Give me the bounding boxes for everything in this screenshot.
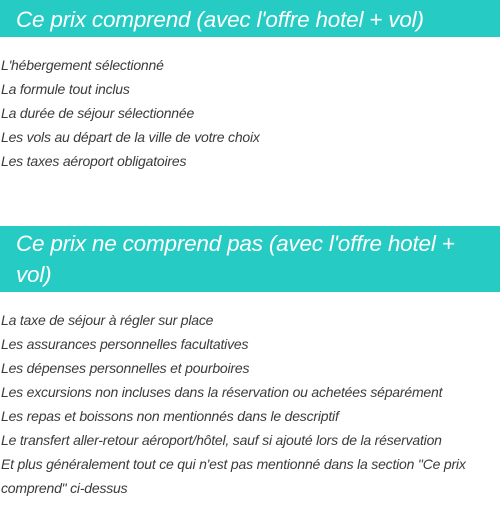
price-includes-list xyxy=(0,53,500,173)
list-item: La taxe de séjour à régler sur place xyxy=(1,312,214,328)
price-excludes-section xyxy=(0,226,500,500)
list-item: Les taxes aéroport obligatoires xyxy=(1,153,187,169)
list-item: L'hébergement sélectionné xyxy=(1,57,164,73)
list-item: Le transfert aller-retour aéroport/hôtel, sauf si ajouté lors de la réservation xyxy=(1,432,442,448)
list-item: Les assurances personnelles facultatives xyxy=(1,336,249,352)
list-item: Les repas et boissons non mentionnés dans le descriptif xyxy=(1,408,339,424)
list-item: Les dépenses personnelles et pourboires xyxy=(1,360,250,376)
list-item: La formule tout inclus xyxy=(1,81,130,97)
list-item: Les excursions non incluses dans la réservation ou achetées séparément xyxy=(1,384,443,400)
list-item: La durée de séjour sélectionnée xyxy=(1,105,195,121)
price-excludes-list xyxy=(0,308,500,500)
price-includes-title: Ce prix comprend (avec l'offre hotel + vol) xyxy=(0,0,500,37)
price-excludes-title: Ce prix ne comprend pas (avec l'offre hotel + vol) xyxy=(0,226,500,292)
list-item: Les vols au départ de la ville de votre choix xyxy=(1,129,260,145)
price-includes-section xyxy=(0,0,500,173)
list-item: Et plus généralement tout ce qui n'est pas mentionné dans la section "Ce prix comprend" ci-dessus xyxy=(1,456,466,496)
